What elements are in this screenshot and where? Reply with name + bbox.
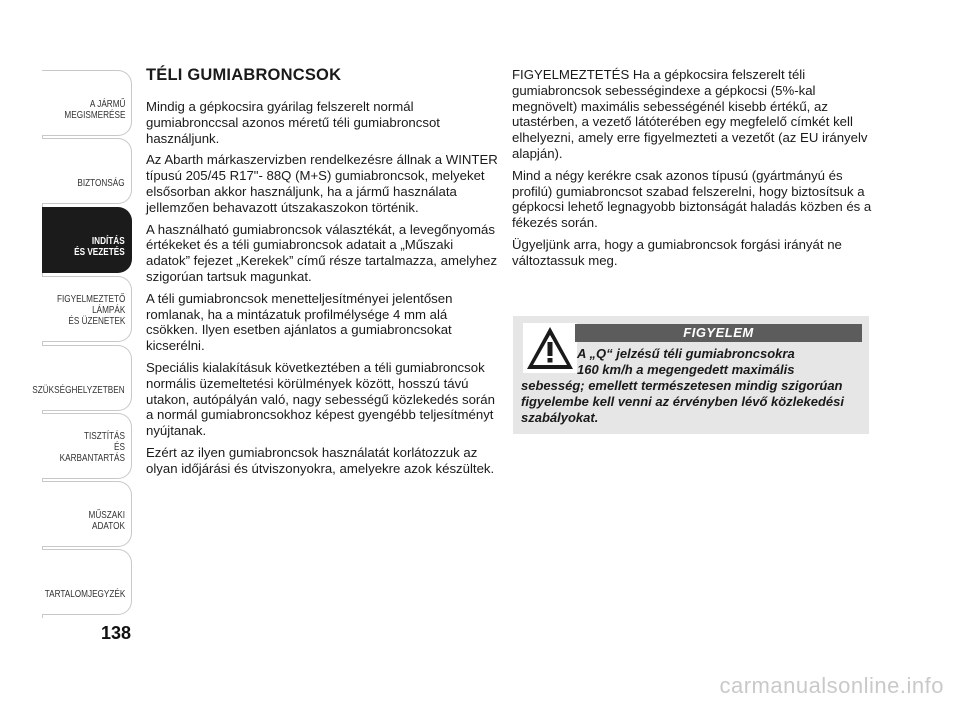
watermark: carmanualsonline.info xyxy=(719,673,944,698)
tab-maintenance[interactable]: TISZTÍTÁS ÉS KARBANTARTÁS xyxy=(42,413,132,479)
paragraph: Az Abarth márkaszervizben rendelkezésre állnak a WINTER típusú 205/45 R17"- 88Q (M+S) gumiabroncsok, melyeket elsősorban akkor használjunk, ha a jármű használata jellemzően behavazott útszakaszokon történik. xyxy=(146,152,498,215)
warning-text xyxy=(521,346,861,426)
paragraph: Ügyeljünk arra, hogy a gumiabroncsok forgási irányát ne változtassuk meg. xyxy=(512,236,842,268)
paragraph: A téli gumiabroncsok menetteljesítményei jelentősen romlanak, ha a mintázatuk profilmélysége 4 mm alá csökken. Ilyen esetben ajánlatos a gumiabroncsokat kicserélni. xyxy=(146,290,453,354)
warning-header: FIGYELEM xyxy=(575,324,862,342)
tab-index[interactable]: TARTALOMJEGYZÉK xyxy=(42,549,132,615)
tab-vehicle-overview[interactable]: A JÁRMŰ MEGISMERÉSE xyxy=(42,70,132,136)
tab-starting-driving[interactable]: INDÍTÁS ÉS VEZETÉS xyxy=(42,207,132,273)
paragraph: Mindig a gépkocsira gyárilag felszerelt normál gumiabronccsal azonos méretű téli gumiabroncsot használjunk. xyxy=(146,99,440,146)
paragraph: Speciális kialakításuk következtében a téli gumiabroncsok normális üzemeltetési körülmények között, hosszú távú utakon, autópályán való, nagy sebességű közlekedés során a normál gumiabroncsokhoz képest gyengébb teljesítményt nyújtanak. xyxy=(146,359,495,439)
right-column xyxy=(512,67,872,275)
warning-rest: sebesség; emellett természetesen mindig szigorúan figyelembe kell venni az érvényben lévő közlekedési szabályokat. xyxy=(521,378,844,425)
warning-box xyxy=(513,316,869,434)
paragraph: FIGYELMEZTETÉS Ha a gépkocsira felszerelt téli gumiabroncsok sebességindexe a gépkocsi (5%-kal megnövelt) maximális sebességénél kisebb értékű, az utastérben, a vezető látóterében egy megfelelő címkét kell elhelyezni, amely erre figyelmezteti a vezetőt (az EU irányelv alapján). xyxy=(512,67,868,161)
warning-line-2: 160 km/h a megengedett maximális xyxy=(577,362,795,377)
warning-line-1: A „Q“ jelzésű téli gumiabroncsokra xyxy=(577,346,795,361)
paragraph: Mind a négy kerékre csak azonos típusú (gyártmányú és profilú) gumiabroncsot szabad felszerelni, hogy biztosítsuk a gépkocsi lehető legnagyobb biztonságát haladás közben és a fékezés során. xyxy=(512,167,872,231)
tab-emergency[interactable]: SZÜKSÉGHELYZETBEN xyxy=(42,345,132,411)
page-number: 138 xyxy=(101,623,132,643)
section-title: TÉLI GUMIABRONCSOK xyxy=(146,66,342,84)
tab-technical-data[interactable]: MŰSZAKI ADATOK xyxy=(42,481,132,547)
paragraph: A használható gumiabroncsok választékát, a levegőnyomás értékeket és a téli gumiabroncsok adatait a „Műszaki adatok” fejezet „Kerekek” című része tartalmazza, amelyhez szigorúan tartsuk magunkat. xyxy=(146,221,498,284)
paragraph: Ezért az ilyen gumiabroncsok használatát korlátozzuk az olyan időjárási és útviszonyokra, amelyekre azok készültek. xyxy=(146,444,495,476)
tab-warning-lights[interactable]: FIGYELMEZTETŐ LÁMPÁK ÉS ÜZENETEK xyxy=(42,276,132,342)
left-column xyxy=(146,66,498,483)
tab-safety[interactable]: BIZTONSÁG xyxy=(42,138,132,204)
